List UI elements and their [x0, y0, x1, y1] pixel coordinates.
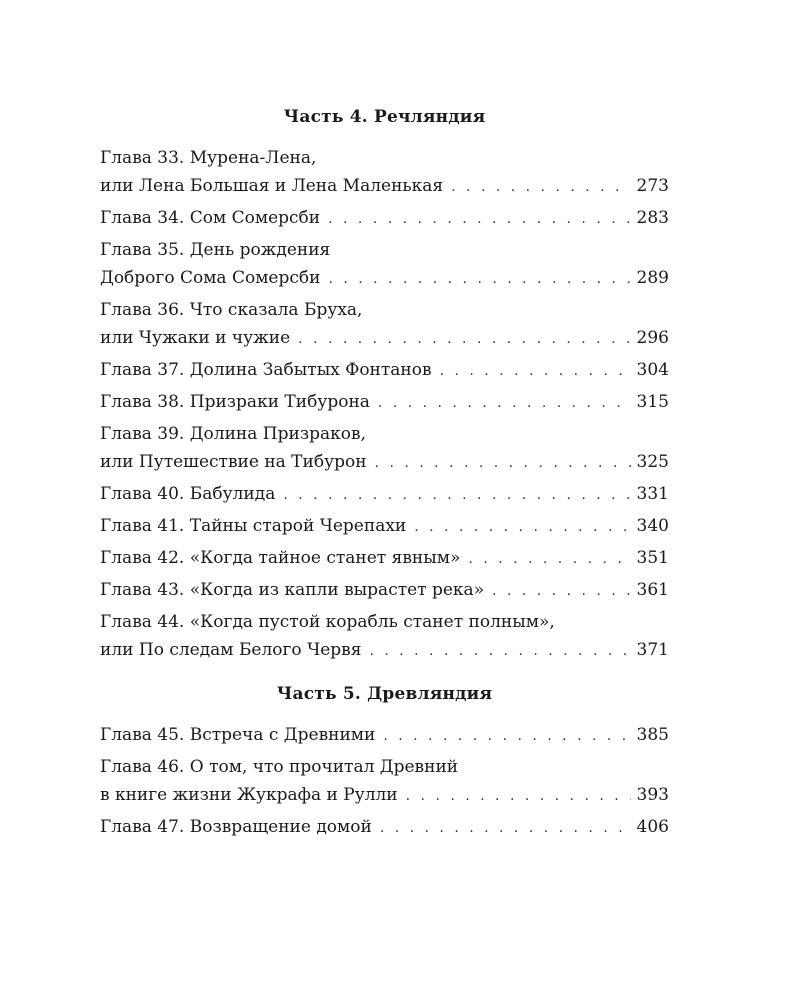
dot-leader	[440, 357, 631, 385]
page-number: 296	[636, 328, 669, 348]
page-number: 273	[636, 176, 669, 196]
dot-leader	[492, 577, 630, 605]
chapter-subtitle: в книге жизни Жукрафа и Рулли	[100, 785, 398, 805]
toc-entry-chapter-43[interactable]	[100, 576, 669, 605]
chapter-subtitle: или Лена Большая и Лена Маленькая	[100, 176, 444, 196]
page-number: 371	[636, 640, 669, 660]
page-number: 361	[636, 580, 669, 600]
toc-entry-chapter-39[interactable]	[100, 420, 669, 477]
chapter-title: Глава 46. О том, что прочитал Древний	[100, 757, 459, 777]
chapter-title: Глава 34. Сом Сомерсби	[100, 208, 321, 228]
toc-entry-chapter-46[interactable]	[100, 753, 669, 810]
chapter-title: Глава 41. Тайны старой Черепахи	[100, 516, 407, 536]
chapter-title: Глава 35. День рождения	[100, 240, 331, 260]
table-of-contents	[100, 100, 669, 845]
page-number: 385	[636, 725, 669, 745]
page-number: 351	[636, 548, 669, 568]
toc-entry-chapter-33[interactable]	[100, 144, 669, 201]
chapter-title: Глава 45. Встреча с Древними	[100, 725, 376, 745]
chapter-title: Глава 43. «Когда из капли вырастет река»	[100, 580, 485, 600]
chapter-title: Глава 44. «Когда пустой корабль станет полным»,	[100, 612, 555, 632]
dot-leader	[451, 173, 630, 201]
part-title: Часть 4. Речляндия	[283, 107, 486, 127]
dot-leader	[378, 389, 631, 417]
page-number: 283	[636, 208, 669, 228]
dot-leader	[375, 449, 631, 477]
dot-leader	[328, 205, 630, 233]
dot-leader	[328, 265, 630, 293]
page-number: 393	[636, 785, 669, 805]
chapter-subtitle: или Путешествие на Тибурон	[100, 452, 367, 472]
chapter-subtitle: или По следам Белого Червя	[100, 640, 362, 660]
page-number: 325	[636, 452, 669, 472]
page-number: 304	[636, 360, 669, 380]
chapter-title: Глава 40. Бабулида	[100, 484, 276, 504]
toc-entry-chapter-44[interactable]	[100, 608, 669, 665]
toc-entry-chapter-37[interactable]	[100, 356, 669, 385]
toc-entry-chapter-36[interactable]	[100, 296, 669, 353]
chapter-title: Глава 42. «Когда тайное станет явным»	[100, 548, 461, 568]
part-title: Часть 5. Древляндия	[276, 684, 493, 704]
chapter-title: Глава 33. Мурена-Лена,	[100, 148, 317, 168]
chapter-subtitle: или Чужаки и чужие	[100, 328, 291, 348]
chapter-subtitle: Доброго Сома Сомерсби	[100, 268, 321, 288]
chapter-title: Глава 36. Что сказала Бруха,	[100, 300, 363, 320]
toc-entry-chapter-42[interactable]	[100, 544, 669, 573]
dot-leader	[283, 481, 630, 509]
dot-leader	[468, 545, 630, 573]
toc-entry-chapter-35[interactable]	[100, 236, 669, 293]
chapter-title: Глава 38. Призраки Тибурона	[100, 392, 370, 412]
page-number: 289	[636, 268, 669, 288]
page-number: 406	[636, 817, 669, 837]
toc-entry-chapter-38[interactable]	[100, 388, 669, 417]
dot-leader	[414, 513, 630, 541]
toc-entry-chapter-41[interactable]	[100, 512, 669, 541]
toc-entry-chapter-40[interactable]	[100, 480, 669, 509]
toc-entry-chapter-45[interactable]	[100, 721, 669, 750]
toc-entry-chapter-34[interactable]	[100, 204, 669, 233]
dot-leader	[383, 722, 630, 750]
page-number: 340	[636, 516, 669, 536]
dot-leader	[406, 782, 631, 810]
chapter-title: Глава 39. Долина Призраков,	[100, 424, 366, 444]
chapter-title: Глава 37. Долина Забытых Фонтанов	[100, 360, 432, 380]
page-number: 331	[636, 484, 669, 504]
dot-leader	[380, 814, 631, 842]
toc-entry-chapter-47[interactable]	[100, 813, 669, 842]
chapter-title: Глава 47. Возвращение домой	[100, 817, 372, 837]
page-number: 315	[636, 392, 669, 412]
dot-leader	[298, 325, 630, 353]
dot-leader	[369, 637, 630, 665]
